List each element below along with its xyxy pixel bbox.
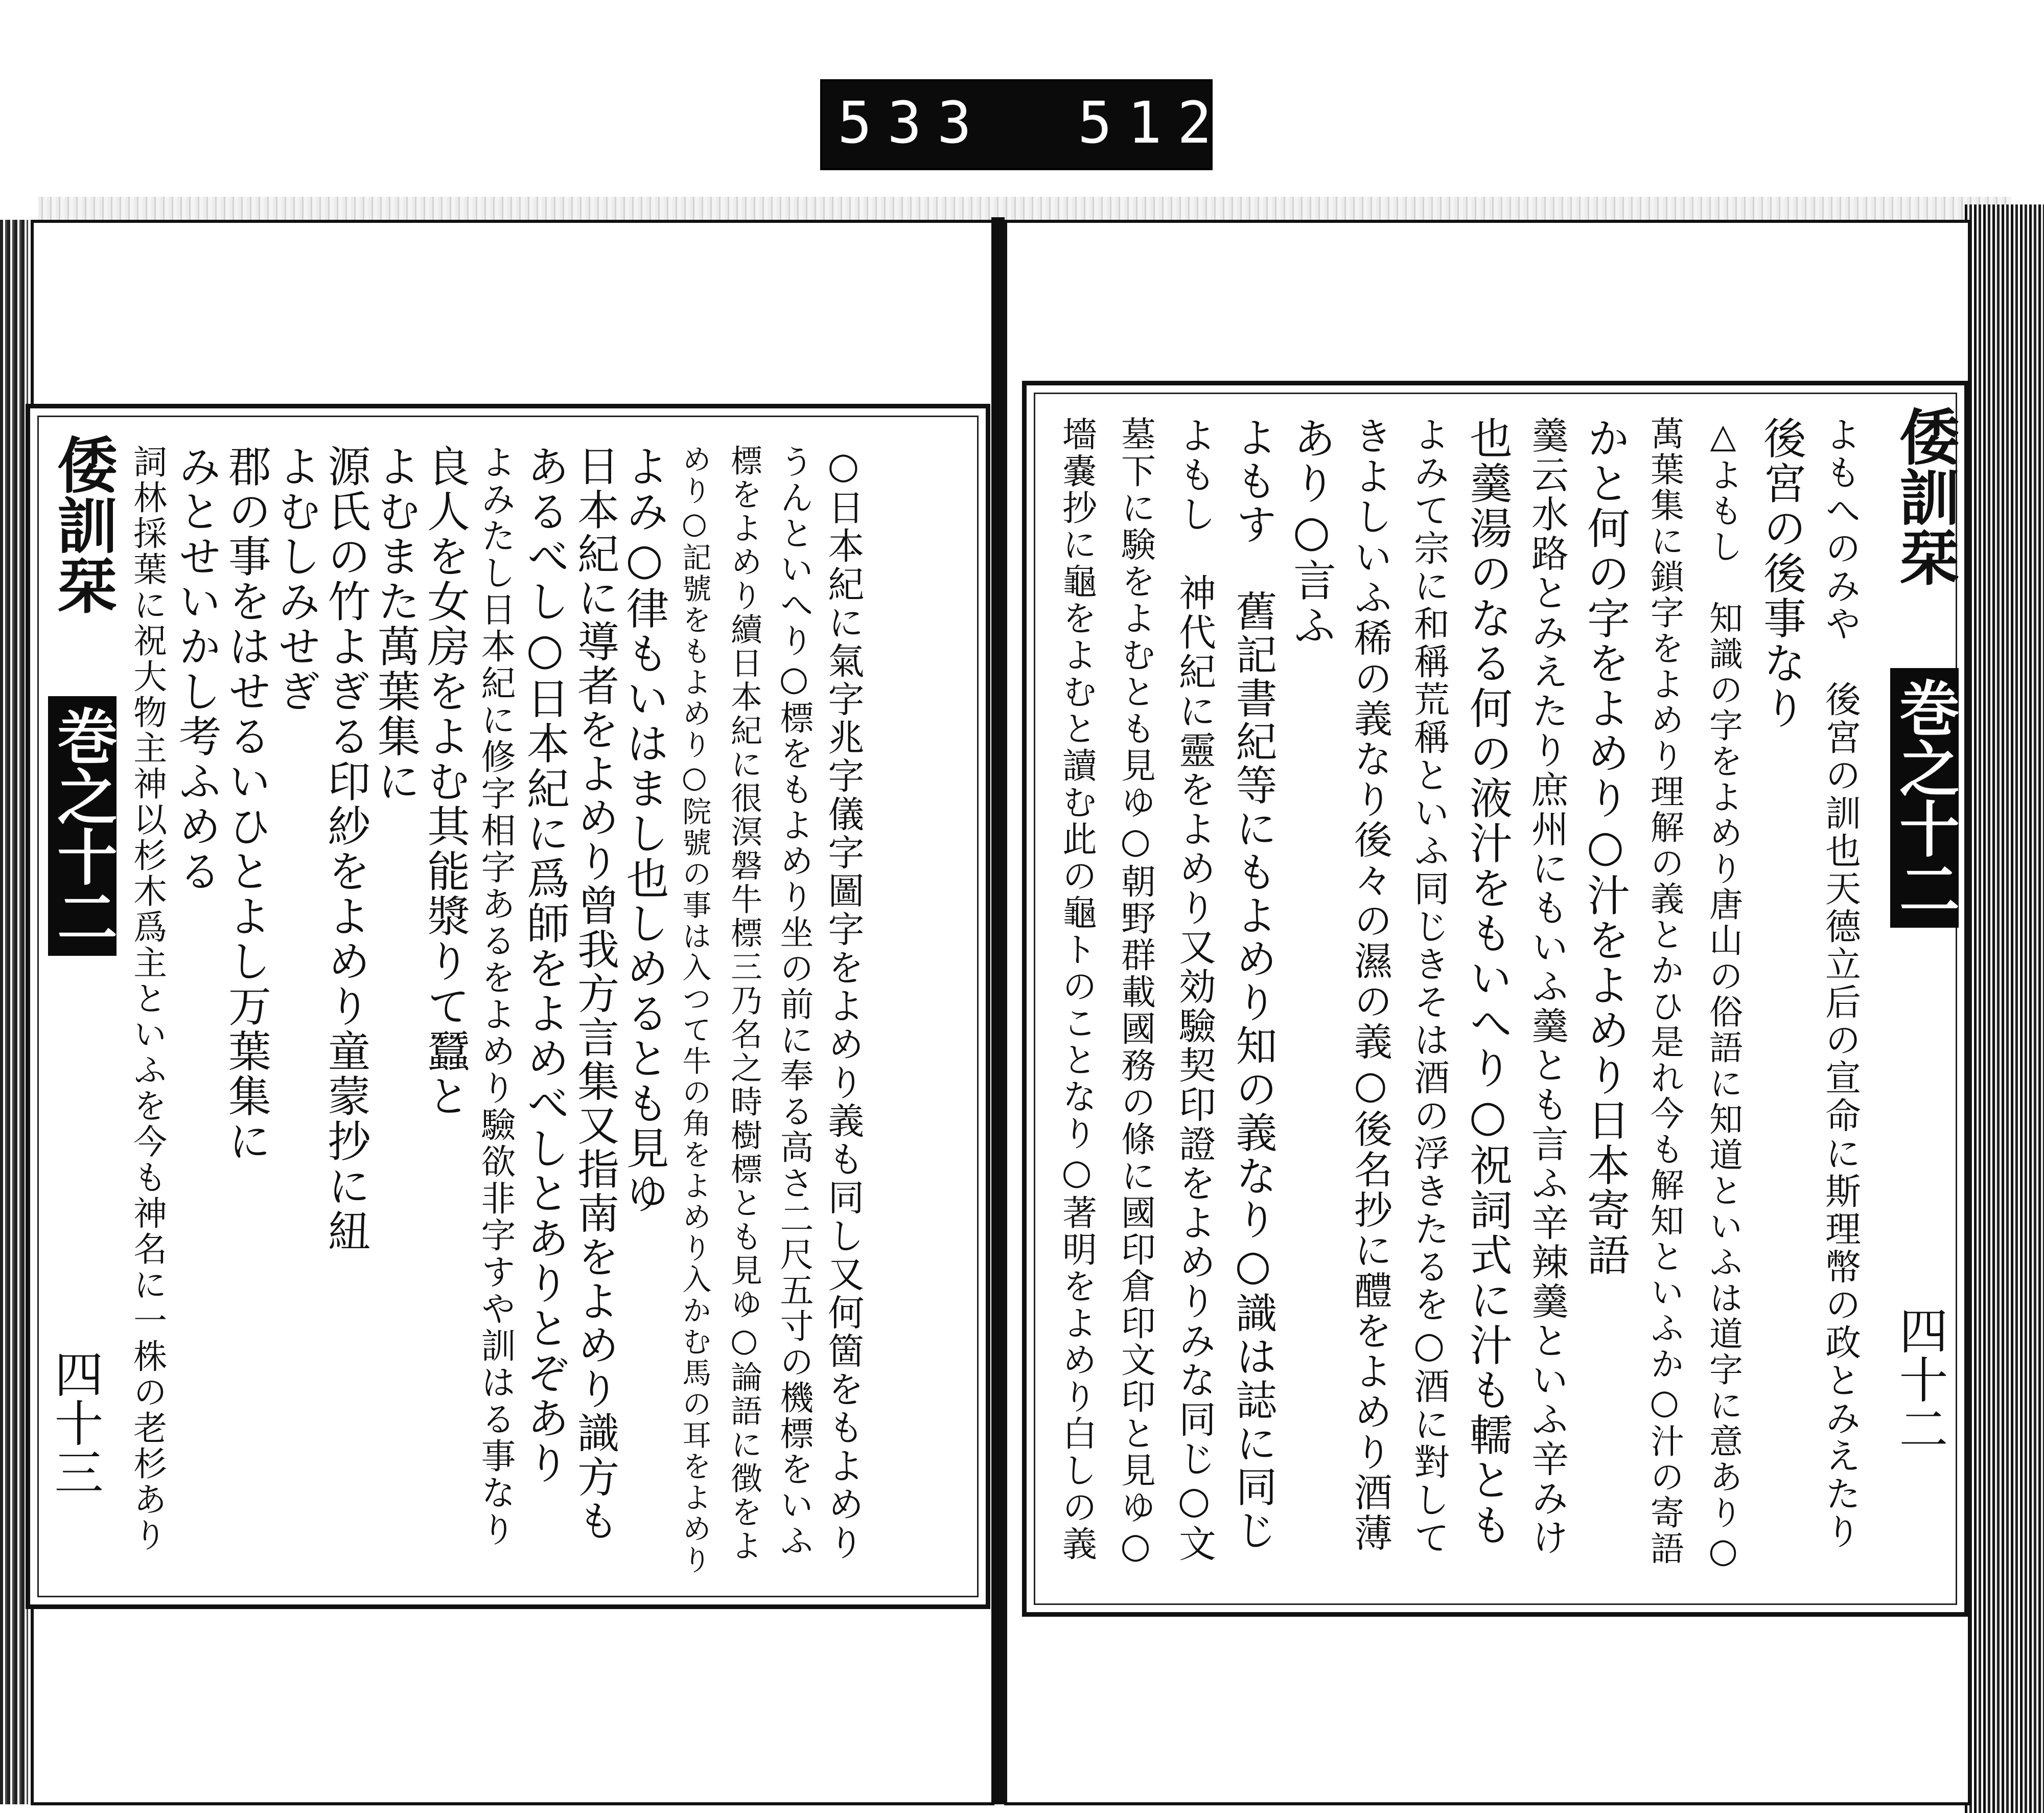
text-column: あるべし○日本紀に爲師をよめべしとありとぞあり [520,444,570,1486]
text-column: 源氏の竹よぎる印紗をよめり童蒙抄に紐 [321,444,371,1254]
text-column: 也羹湯のなる何の液汁をもいへり○祝詞式に汁も轜とも [1462,416,1513,1548]
text-column: 羹云水路とみえたり庶州にもいふ羹とも言ふ辛辣羹といふ辛みけ [1525,416,1568,1557]
text-column: ○日本紀に氣字兆字儀字圖字をよめり義も同し又何箇をもよめり [822,444,865,1562]
right-page-number: 四十二 [1891,1305,1948,1453]
text-column: 良人を女房をよむ其能漿りて蠶と [420,444,471,1119]
right-page-title: 倭訓栞 [1889,406,1960,587]
text-column: よもす 舊記書紀等にもよめり知の義なり○識は誌に同じ [1229,416,1277,1552]
text-column: 日本紀に導者をよめり曾我方言集又指南をよめり識方も [570,444,619,1543]
right-page-header [1890,406,1959,928]
text-column: 墓下に験をよむとも見ゆ○朝野群載國務の條に國印倉印文印と見ゆ○ [1115,416,1156,1568]
text-column: よみて宗に和稱荒稱といふ同じきそは酒の浮きたるを○酒に對して [1408,416,1450,1557]
text-column: みとせいかし考ふめる [172,444,222,894]
left-page-frame [26,404,990,1609]
text-column: よもし 神代紀に靈をよめり又効驗契印證をよめりみな同じ○文 [1172,416,1216,1564]
text-column: 萬葉集に鎖字をよめり理解の義とかひ是れ今も解知といふか○汁の寄語 [1644,416,1684,1567]
left-page-edges [0,220,28,1804]
text-column: 詞林採葉に祝大物主神以杉木爲主といふを今も神名に一株の老杉あり [127,444,167,1553]
text-column: よみ○律もいはまし也しめるとも見ゆ [619,444,669,1216]
text-column: 墻嚢抄に龜をよむと讀む此の龜トのことなり○著明をよめり白しの義 [1056,416,1097,1563]
text-column: よもへのみや 後宮の訓也天德立后の宣命に斯理幣の政とみえたり [1819,416,1862,1551]
catalog-label [820,79,1277,170]
book-gutter [991,217,1005,1804]
text-column: よみたし日本紀に修字相字あるをよめり驗欲非字すや訓はる事なり [475,444,516,1548]
right-page-edges [1965,204,2044,1813]
catalog-number-right: 512. [1078,90,1277,156]
text-column: めり○記號をもよめり○院號の事は入つて牛の角をよめり入かむ馬の耳をよめり [677,444,711,1576]
text-column: 後宮の後事なり [1756,416,1807,731]
text-column: うんといへり○標をもよめり坐の前に奉る高さ二尺五寸の機標をいふ [774,444,814,1559]
left-page-volume: 巻之十二 [48,696,117,956]
text-column: よむまた萬葉集に [370,444,421,804]
left-page-header [48,434,117,956]
text-column: よむしみせぎ [271,444,321,714]
text-column: あり○言ふ [1286,416,1337,648]
catalog-number-left: 533 [838,90,987,156]
text-column: △よもし 知識の字をよめり唐山の俗語に知道といふは道字に意あり○ [1703,416,1743,1572]
right-page-volume: 巻之十二 [1890,668,1959,928]
text-column: 郡の事をはせるいひとよし万葉集に [221,444,272,1164]
text-column: きよしいふ稀の義なり後々の濕の義○後名抄に醴をよめり酒薄 [1348,416,1393,1553]
right-page-frame [1022,381,1969,1617]
text-column: 標をよめり續日本紀に很溟磐牛標三乃名之時樹標とも見ゆ○論語に徴をよ [725,444,763,1563]
left-page-number: 四十三 [47,1349,104,1496]
left-page-title: 倭訓栞 [47,434,118,615]
text-column: かと何の字をよめり○汁をよめり日本寄語 [1580,416,1631,1278]
